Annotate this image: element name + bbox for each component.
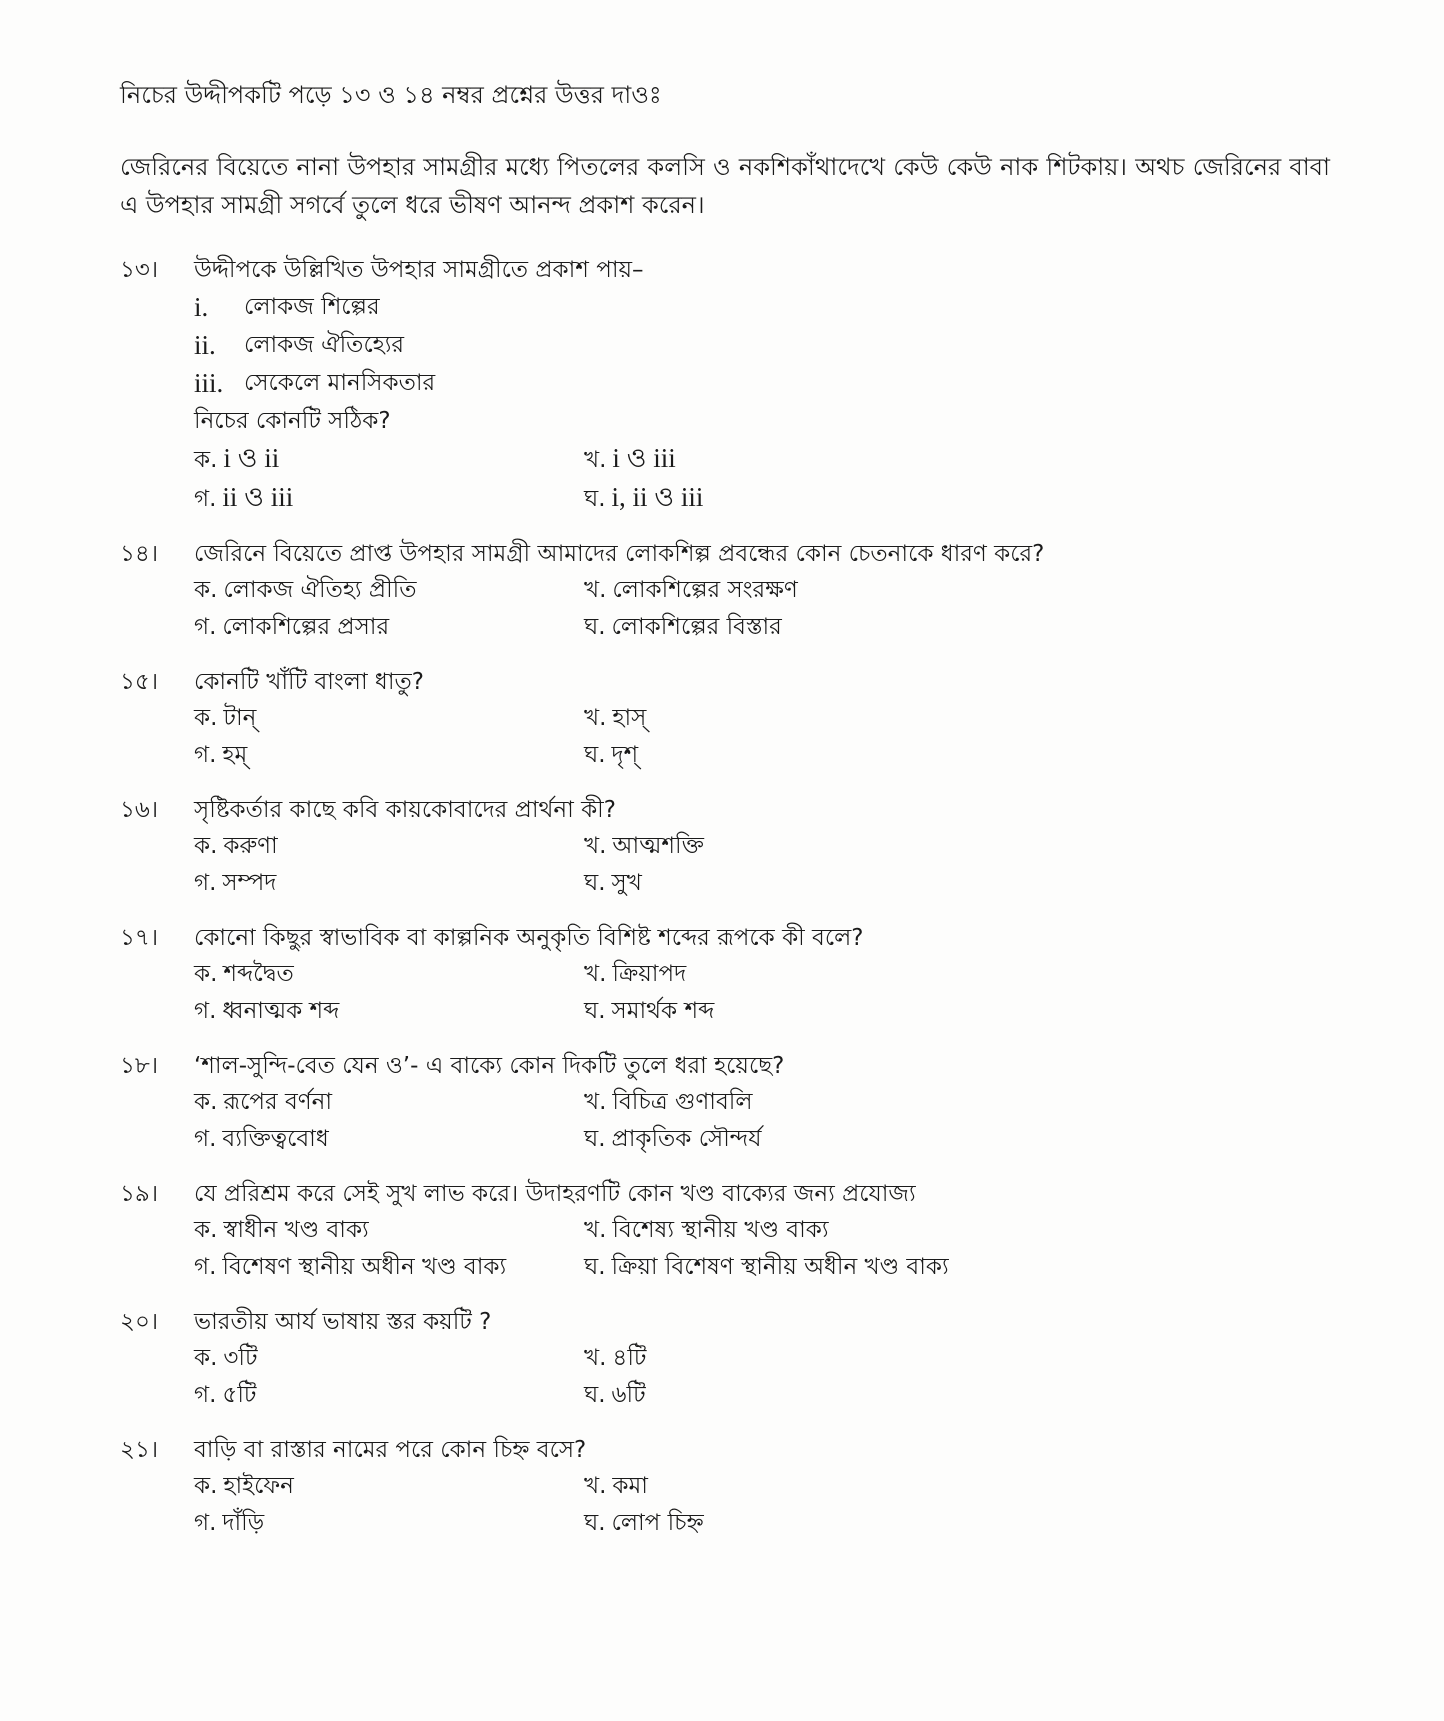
option-label: ঘ. bbox=[584, 870, 606, 896]
option-ga bbox=[194, 737, 584, 774]
option-text: সম্পদ bbox=[222, 870, 277, 896]
options-grid bbox=[194, 1084, 1330, 1158]
option-ka bbox=[194, 1468, 584, 1505]
question-14 bbox=[120, 536, 1330, 646]
option-label: ক. bbox=[194, 1217, 218, 1243]
option-label: ঘ. bbox=[584, 742, 606, 768]
option-label: ঘ. bbox=[584, 998, 606, 1024]
option-label: খ. bbox=[584, 1089, 607, 1115]
question-text: ভারতীয় আর্য ভাষায় স্তর কয়টি ? bbox=[194, 1309, 492, 1335]
question-number: ১৬। bbox=[120, 797, 159, 823]
option-text: ধ্বনাত্মক শব্দ bbox=[222, 998, 340, 1024]
option-kha bbox=[584, 700, 1330, 737]
option-gha bbox=[584, 479, 1330, 518]
option-label: ক. bbox=[194, 577, 218, 603]
option-kha bbox=[584, 440, 1330, 479]
option-kha bbox=[584, 1340, 1330, 1377]
option-text: সুখ bbox=[611, 870, 642, 896]
option-text: i ও iii bbox=[612, 443, 676, 473]
option-gha bbox=[584, 1377, 1330, 1414]
option-ga bbox=[194, 865, 584, 902]
option-ka bbox=[194, 700, 584, 737]
option-label: খ. bbox=[584, 961, 607, 987]
option-text: ৬টি bbox=[611, 1382, 646, 1408]
question-number: ২১। bbox=[120, 1437, 159, 1463]
question-16 bbox=[120, 792, 1330, 902]
options-grid bbox=[194, 700, 1330, 774]
options-grid bbox=[194, 1340, 1330, 1414]
option-label: ঘ. bbox=[584, 1254, 606, 1280]
question-number: ২০। bbox=[120, 1309, 159, 1335]
question-number: ১৯। bbox=[120, 1181, 159, 1207]
question-text: যে প্ররিশ্রম করে সেই সুখ লাভ করে। উদাহরণটি কোন খণ্ড বাক্যের জন্য প্রযোজ্য bbox=[194, 1181, 916, 1207]
option-text: বিচিত্র গুণাবলি bbox=[612, 1089, 753, 1115]
option-kha bbox=[584, 956, 1330, 993]
option-text: ক্রিয়াপদ bbox=[612, 961, 687, 987]
option-label: গ. bbox=[194, 742, 217, 768]
option-text: ৫টি bbox=[222, 1382, 257, 1408]
option-text: দৃশ্ bbox=[611, 742, 639, 768]
option-label: গ. bbox=[194, 998, 217, 1024]
option-label: গ. bbox=[194, 486, 217, 512]
option-label: গ. bbox=[194, 614, 217, 640]
option-label: গ. bbox=[194, 1382, 217, 1408]
option-gha bbox=[584, 865, 1330, 902]
question-text: ‘শাল-সুন্দি-বেত যেন ও’- এ বাক্যে কোন দিকটি তুলে ধরা হয়েছে? bbox=[194, 1053, 785, 1079]
option-text: আত্মশক্তি bbox=[612, 833, 704, 859]
stimulus-passage: জেরিনের বিয়েতে নানা উপহার সামগ্রীর মধ্যে পিতলের কলসি ও নকশিকাঁথাদেখে কেউ কেউ নাক শিটকায়। অথচ জেরিনের বাবা এ উপহার সামগ্রী সগর্বে তুলে ধরে ভীষণ আনন্দ প্রকাশ করেন। bbox=[120, 153, 1330, 219]
option-label: খ. bbox=[584, 1473, 607, 1499]
option-text: লোকশিল্পের সংরক্ষণ bbox=[612, 577, 798, 603]
option-text: লোপ চিহ্ন bbox=[611, 1510, 704, 1536]
option-ka bbox=[194, 1340, 584, 1377]
option-gha bbox=[584, 609, 1330, 646]
statement-text: সেকেলে মানসিকতার bbox=[244, 370, 436, 396]
question-15 bbox=[120, 664, 1330, 774]
options-grid bbox=[194, 956, 1330, 1030]
question-number: ১৫। bbox=[120, 669, 159, 695]
question-20 bbox=[120, 1304, 1330, 1414]
question-text: জেরিনে বিয়েতে প্রাপ্ত উপহার সামগ্রী আমাদের লোকশিল্প প্রবন্ধের কোন চেতনাকে ধারণ করে? bbox=[194, 541, 1045, 567]
option-text: হাস্ bbox=[612, 705, 647, 731]
option-kha bbox=[584, 1468, 1330, 1505]
question-number: ১৮। bbox=[120, 1053, 159, 1079]
option-text: স্বাধীন খণ্ড বাক্য bbox=[223, 1217, 369, 1243]
option-label: খ. bbox=[584, 447, 607, 473]
option-text: রূপের বর্ণনা bbox=[223, 1089, 333, 1115]
statement-text: লোকজ শিল্পের bbox=[244, 294, 380, 320]
statement-roman: i. bbox=[194, 292, 209, 322]
option-text: করুণা bbox=[223, 833, 278, 859]
option-text: ৪টি bbox=[612, 1345, 647, 1371]
statement-item bbox=[194, 288, 1330, 326]
option-ga bbox=[194, 993, 584, 1030]
option-ka bbox=[194, 572, 584, 609]
option-gha bbox=[584, 1121, 1330, 1158]
option-text: ক্রিয়া বিশেষণ স্থানীয় অধীন খণ্ড বাক্য bbox=[611, 1254, 949, 1280]
option-label: গ. bbox=[194, 1254, 217, 1280]
option-ka bbox=[194, 828, 584, 865]
question-number: ১৭। bbox=[120, 925, 159, 951]
options-grid bbox=[194, 1468, 1330, 1542]
option-text: বিশেষণ স্থানীয় অধীন খণ্ড বাক্য bbox=[222, 1254, 507, 1280]
option-label: গ. bbox=[194, 870, 217, 896]
option-ga bbox=[194, 609, 584, 646]
option-text: i, ii ও iii bbox=[611, 482, 704, 512]
question-text: উদ্দীপকে উল্লিখিত উপহার সামগ্রীতে প্রকাশ পায়– bbox=[194, 257, 644, 283]
option-text: কমা bbox=[612, 1473, 648, 1499]
statement-list bbox=[194, 288, 1330, 402]
option-text: লোকশিল্পের প্রসার bbox=[222, 614, 390, 640]
option-label: খ. bbox=[584, 577, 607, 603]
statement-roman: iii. bbox=[194, 368, 224, 398]
option-kha bbox=[584, 1212, 1330, 1249]
option-gha bbox=[584, 737, 1330, 774]
options-grid bbox=[194, 1212, 1330, 1286]
instruction-text: নিচের উদ্দীপকটি পড়ে ১৩ ও ১৪ নম্বর প্রশ্নের উত্তর দাওঃ bbox=[120, 81, 662, 109]
option-ga bbox=[194, 1121, 584, 1158]
option-label: খ. bbox=[584, 1345, 607, 1371]
statement-roman: ii. bbox=[194, 330, 216, 360]
option-kha bbox=[584, 572, 1330, 609]
option-text: ৩টি bbox=[223, 1345, 258, 1371]
option-label: ক. bbox=[194, 833, 218, 859]
option-label: ঘ. bbox=[584, 1510, 606, 1536]
options-grid bbox=[194, 440, 1330, 518]
option-label: ক. bbox=[194, 447, 218, 473]
question-text: সৃষ্টিকর্তার কাছে কবি কায়কোবাদের প্রার্থনা কী? bbox=[194, 797, 616, 823]
option-ka bbox=[194, 956, 584, 993]
option-text: শব্দদ্বৈত bbox=[223, 961, 294, 987]
question-number: ১৪। bbox=[120, 541, 159, 567]
option-text: দাঁড়ি bbox=[222, 1510, 265, 1536]
option-label: গ. bbox=[194, 1126, 217, 1152]
option-ka bbox=[194, 1084, 584, 1121]
option-text: i ও ii bbox=[223, 443, 280, 473]
question-13 bbox=[120, 252, 1330, 518]
option-gha bbox=[584, 1249, 1330, 1286]
option-label: ক. bbox=[194, 1089, 218, 1115]
option-text: হম্ bbox=[222, 742, 248, 768]
question-text: বাড়ি বা রাস্তার নামের পরে কোন চিহ্ন বসে? bbox=[194, 1437, 587, 1463]
question-text: কোনটি খাঁটি বাংলা ধাতু? bbox=[194, 669, 424, 695]
option-label: খ. bbox=[584, 705, 607, 731]
option-kha bbox=[584, 1084, 1330, 1121]
option-label: ঘ. bbox=[584, 1126, 606, 1152]
option-gha bbox=[584, 993, 1330, 1030]
option-kha bbox=[584, 828, 1330, 865]
option-label: ঘ. bbox=[584, 1382, 606, 1408]
option-text: সমার্থক শব্দ bbox=[611, 998, 715, 1024]
exam-page bbox=[120, 78, 1330, 1560]
option-text: ii ও iii bbox=[222, 482, 294, 512]
option-text: প্রাকৃতিক সৌন্দর্য bbox=[611, 1126, 762, 1152]
option-label: ক. bbox=[194, 705, 218, 731]
question-17 bbox=[120, 920, 1330, 1030]
option-label: ক. bbox=[194, 961, 218, 987]
statement-item bbox=[194, 326, 1330, 364]
option-ga bbox=[194, 1249, 584, 1286]
options-grid bbox=[194, 572, 1330, 646]
question-19 bbox=[120, 1176, 1330, 1286]
option-text: লোকজ ঐতিহ্য প্রীতি bbox=[223, 577, 417, 603]
option-gha bbox=[584, 1505, 1330, 1542]
question-21 bbox=[120, 1432, 1330, 1542]
option-label: খ. bbox=[584, 1217, 607, 1243]
option-text: বিশেষ্য স্থানীয় খণ্ড বাক্য bbox=[612, 1217, 829, 1243]
question-text: কোনো কিছুর স্বাভাবিক বা কাল্পনিক অনুকৃতি বিশিষ্ট শব্দের রূপকে কী বলে? bbox=[194, 925, 864, 951]
option-ka bbox=[194, 440, 584, 479]
option-ga bbox=[194, 1377, 584, 1414]
sub-question: নিচের কোনটি সঠিক? bbox=[194, 408, 391, 434]
option-label: ক. bbox=[194, 1473, 218, 1499]
option-label: ঘ. bbox=[584, 614, 606, 640]
option-text: লোকশিল্পের বিস্তার bbox=[611, 614, 782, 640]
statement-item bbox=[194, 364, 1330, 402]
statement-text: লোকজ ঐতিহ্যের bbox=[244, 332, 405, 358]
option-text: টান্ bbox=[223, 705, 257, 731]
question-number: ১৩। bbox=[120, 257, 159, 283]
option-ga bbox=[194, 1505, 584, 1542]
question-18 bbox=[120, 1048, 1330, 1158]
option-ga bbox=[194, 479, 584, 518]
options-grid bbox=[194, 828, 1330, 902]
option-ka bbox=[194, 1212, 584, 1249]
option-label: ক. bbox=[194, 1345, 218, 1371]
option-label: ঘ. bbox=[584, 486, 606, 512]
option-text: হাইফেন bbox=[223, 1473, 294, 1499]
option-text: ব্যক্তিত্ববোধ bbox=[222, 1126, 329, 1152]
option-label: খ. bbox=[584, 833, 607, 859]
option-label: গ. bbox=[194, 1510, 217, 1536]
